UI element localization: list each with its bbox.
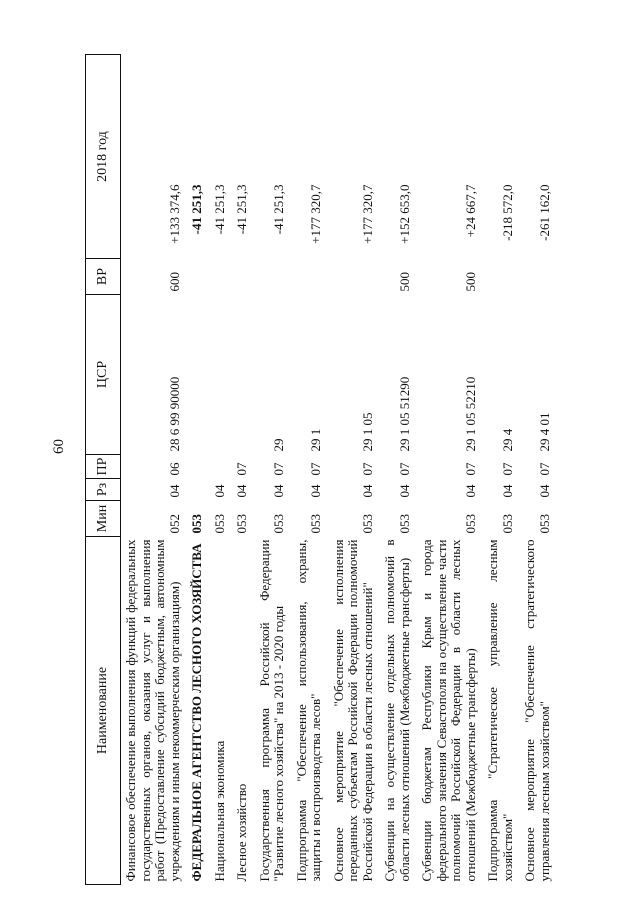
row-value: +24 667,7: [462, 184, 478, 238]
row-vr-code: [292, 259, 329, 295]
row-vr-code: [210, 259, 233, 295]
row-vr-code: [232, 259, 255, 295]
row-name: ФЕДЕРАЛЬНОЕ АГЕНТСТВО ЛЕСНОГО ХОЗЯЙСТВА: [189, 543, 204, 882]
row-rz-code: 04: [462, 484, 478, 498]
page-number: 60: [51, 439, 67, 454]
row-csr-code: 29 1 05 51290: [396, 376, 412, 452]
row-pr-code: [187, 455, 210, 479]
row-value: +133 374,6: [166, 184, 182, 244]
row-name: Подпрограмма "Обеспечение использования, охраны, защиты и воспроизводства лесов": [293, 539, 323, 882]
row-name: Финансовое обеспечение выполнения функций федеральных государственных органов, оказания услуг и выполнения работ (Предоставление субсидий бюджетным, автономным учреждениям и иным некоммерческим организациям): [123, 539, 182, 882]
table-row: [121, 55, 188, 885]
table-header-row: [86, 55, 121, 885]
table-row: [187, 55, 210, 885]
row-value: -261 162,0: [536, 184, 552, 241]
row-min-code: 053: [308, 514, 323, 534]
header-name: Наименование: [86, 537, 121, 885]
row-pr-code: 07: [308, 462, 323, 476]
row-csr-code: [187, 295, 210, 455]
row-vr-code: 500: [396, 272, 412, 292]
row-pr-code: [210, 455, 233, 479]
row-name: Национальная экономика: [211, 740, 227, 882]
header-year: 2018 год: [86, 55, 121, 259]
row-rz-code: 04: [271, 484, 286, 498]
row-rz-code: 04: [234, 484, 249, 498]
row-name: Основное мероприятие "Обеспечение исполнения переданных субъектам Российской Федерации полномочий Российской Федерации в области лесных отношений": [330, 539, 375, 882]
row-pr-code: 07: [536, 462, 552, 476]
row-name: Основное мероприятие "Обеспечение стратегического управления лесным хозяйством": [522, 539, 552, 882]
header-rz: Рз: [86, 479, 121, 501]
row-min-code: 053: [359, 514, 375, 534]
table-row: [292, 55, 329, 885]
row-csr-code: [210, 295, 233, 455]
row-pr-code: 07: [234, 462, 249, 476]
row-value: +177 320,7: [359, 184, 375, 244]
header-pr: ПР: [86, 455, 121, 479]
row-min-code: 053: [234, 514, 249, 534]
row-name: Субвенции на осуществление отдельных полномочий в области лесных отношений (Межбюджетные трансферты): [382, 539, 412, 882]
row-csr-code: [232, 295, 255, 455]
row-value: -41 251,3: [234, 184, 249, 235]
row-csr-code: 28 6 99 90000: [166, 376, 182, 452]
row-value: -218 572,0: [499, 184, 515, 241]
row-min-code: 053: [396, 514, 412, 534]
row-value: -41 251,3: [189, 184, 204, 235]
row-name: Лесное хозяйство: [234, 783, 249, 882]
row-rz-code: 04: [396, 484, 412, 498]
row-pr-code: 07: [396, 462, 412, 476]
row-pr-code: 07: [359, 462, 375, 476]
row-rz-code: [187, 479, 210, 501]
row-vr-code: 500: [462, 272, 478, 292]
table-row: [380, 55, 417, 885]
row-value: -41 251,3: [271, 184, 286, 235]
row-rz-code: 04: [166, 484, 182, 498]
row-min-code: 053: [271, 514, 286, 534]
row-vr-code: [483, 259, 520, 295]
row-vr-code: [187, 259, 210, 295]
row-min-code: 053: [189, 514, 204, 534]
row-rz-code: 04: [211, 484, 227, 498]
row-csr-code: 29 4 01: [536, 412, 552, 452]
table-row: [255, 55, 292, 885]
row-rz-code: 04: [536, 484, 552, 498]
row-value: +152 653,0: [396, 184, 412, 244]
row-pr-code: 06: [166, 462, 182, 476]
row-name: Субвенции бюджетам Республики Крым и города федерального значения Севастополя на осуществление части полномочий Российской Федерации в области лесных отношений (Межбюджетные трансферты): [419, 539, 478, 882]
row-rz-code: 04: [499, 484, 515, 498]
row-pr-code: 07: [462, 462, 478, 476]
row-pr-code: 07: [499, 462, 515, 476]
row-min-code: 053: [211, 514, 227, 534]
table-row: [520, 55, 557, 885]
row-name: Государственная программа Российской Федерации "Развитие лесного хозяйства" на 2013 - 2020 годы: [256, 539, 286, 882]
row-min-code: 053: [536, 514, 552, 534]
row-vr-code: [329, 259, 381, 295]
row-value: +177 320,7: [308, 184, 323, 244]
row-csr-code: 29 1: [308, 428, 323, 452]
table-row: [417, 55, 483, 885]
header-vr: ВР: [86, 259, 121, 295]
row-pr-code: 07: [271, 462, 286, 476]
row-value: -41 251,3: [211, 184, 227, 235]
row-name: Подпрограмма "Стратегическое управление лесным хозяйством": [485, 539, 515, 882]
row-min-code: 052: [166, 514, 182, 534]
table-row: [232, 55, 255, 885]
table-row: [483, 55, 520, 885]
row-min-code: 053: [499, 514, 515, 534]
table-row: [210, 55, 233, 885]
table-row: [329, 55, 381, 885]
row-min-code: 053: [462, 514, 478, 534]
row-csr-code: 29 4: [499, 428, 515, 452]
budget-table: [85, 54, 557, 885]
row-csr-code: 29 1 05: [359, 412, 375, 452]
row-vr-code: 600: [166, 272, 182, 292]
row-rz-code: 04: [359, 484, 375, 498]
row-csr-code: 29: [271, 438, 286, 452]
table-body: [121, 55, 558, 885]
header-min: Мин: [86, 501, 121, 537]
row-vr-code: [255, 259, 292, 295]
row-csr-code: 29 1 05 52210: [462, 376, 478, 452]
row-rz-code: 04: [308, 484, 323, 498]
row-vr-code: [520, 259, 557, 295]
rotated-budget-table-page: [85, 55, 609, 885]
header-csr: ЦСР: [86, 295, 121, 455]
